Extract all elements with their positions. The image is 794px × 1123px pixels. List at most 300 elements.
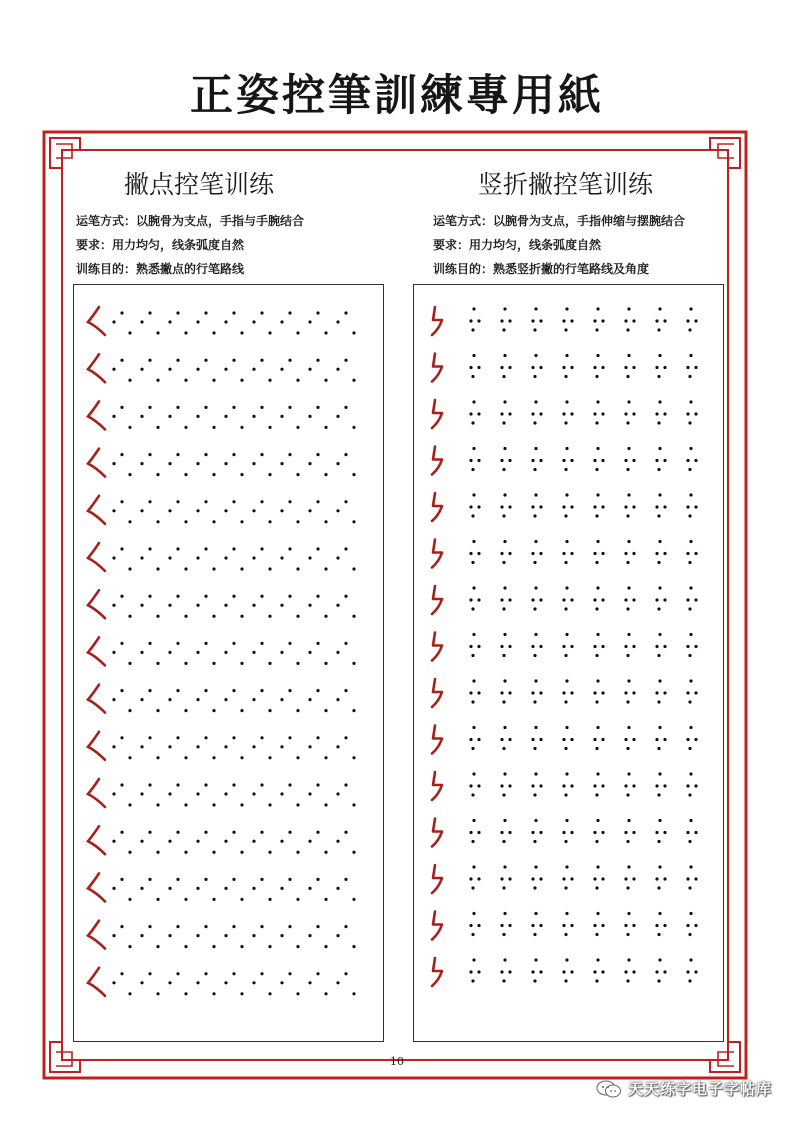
guide-dot [128,615,131,618]
guide-dot [500,784,503,787]
guide-dot [316,783,319,786]
guide-dot [156,567,159,570]
guide-dot [694,877,697,880]
guide-dot [120,831,123,834]
guide-dot [252,509,255,512]
guide-dot [471,886,474,889]
guide-dot [627,726,630,729]
guide-dot [658,912,661,915]
guide-dot [156,992,159,995]
guide-dot [632,738,635,741]
guide-dot [539,784,542,787]
guide-dot [503,400,506,403]
guide-dot [596,447,599,450]
guide-dot [316,311,319,314]
guide-dot [626,793,629,796]
guide-dot [624,691,627,694]
guide-dot [663,459,666,462]
guide-dot [533,328,536,331]
pie-dian-stroke-icon [88,779,105,807]
guide-dot [120,453,123,456]
guide-dot [658,958,661,961]
guide-dot [344,359,347,362]
guide-dot [352,426,355,429]
guide-dot [336,981,339,984]
guide-dot [601,552,604,555]
guide-dot [627,679,630,682]
guide-dot [268,426,271,429]
left-grid-svg [74,285,385,1043]
guide-dot [252,792,255,795]
guide-dot [469,877,472,880]
guide-dot [148,453,151,456]
guide-dot [534,912,537,915]
guide-dot [539,552,542,555]
guide-dot [352,567,355,570]
guide-dot [469,645,472,648]
guide-dot [658,540,661,543]
guide-dot [663,319,666,322]
guide-dot [500,877,503,880]
guide-dot [531,691,534,694]
guide-dot [212,756,215,759]
guide-dot [232,783,235,786]
guide-dot [148,311,151,314]
guide-dot [658,586,661,589]
guide-dot [140,651,143,654]
guide-dot [204,783,207,786]
guide-dot [626,933,629,936]
guide-dot [268,567,271,570]
guide-dot [128,756,131,759]
guide-dot [655,784,658,787]
guide-dot [562,366,565,369]
guide-dot [689,912,692,915]
guide-dot [531,645,534,648]
guide-dot [308,651,311,654]
guide-dot [120,642,123,645]
guide-dot [593,738,596,741]
guide-dot [570,505,573,508]
guide-dot [260,642,263,645]
guide-dot [240,945,243,948]
guide-dot [252,462,255,465]
guide-dot [268,851,271,854]
guide-dot [694,738,697,741]
guide-dot [176,831,179,834]
guide-dot [140,745,143,748]
guide-dot [508,784,511,787]
guide-dot [472,493,475,496]
guide-dot [626,840,629,843]
guide-dot [562,412,565,415]
guide-dot [280,934,283,937]
guide-dot [601,784,604,787]
guide-dot [168,934,171,937]
guide-dot [477,738,480,741]
guide-dot [533,933,536,936]
guide-dot [112,320,115,323]
guide-dot [308,698,311,701]
pie-dian-stroke-icon [88,590,105,618]
guide-dot [627,447,630,450]
guide-dot [184,473,187,476]
guide-dot [336,415,339,418]
guide-dot [176,359,179,362]
guide-dot [593,366,596,369]
left-practice-grid [73,284,384,1042]
guide-dot [156,803,159,806]
guide-dot [539,924,542,927]
guide-dot [595,654,598,657]
guide-dot [344,878,347,881]
guide-dot [624,924,627,927]
guide-dot [539,412,542,415]
guide-dot [686,459,689,462]
guide-dot [240,803,243,806]
guide-dot [112,745,115,748]
guide-dot [184,851,187,854]
guide-dot [128,945,131,948]
guide-dot [564,561,567,564]
guide-dot [324,426,327,429]
guide-dot [694,459,697,462]
guide-dot [686,738,689,741]
guide-dot [686,691,689,694]
guide-dot [212,992,215,995]
guide-dot [632,412,635,415]
guide-dot [477,459,480,462]
guide-dot [502,933,505,936]
guide-dot [477,691,480,694]
shu-zhe-pie-stroke-icon [432,447,442,475]
guide-dot [232,547,235,550]
guide-dot [689,586,692,589]
guide-dot [176,453,179,456]
guide-dot [689,865,692,868]
guide-dot [336,887,339,890]
shu-zhe-pie-stroke-icon [432,540,442,568]
guide-dot [252,745,255,748]
shu-zhe-pie-stroke-icon [432,679,442,707]
guide-dot [503,540,506,543]
guide-dot [657,654,660,657]
guide-dot [686,552,689,555]
guide-dot [252,981,255,984]
guide-dot [562,691,565,694]
guide-dot [176,547,179,550]
guide-dot [657,979,660,982]
guide-dot [344,406,347,409]
pie-dian-stroke-icon [88,968,105,996]
guide-dot [212,473,215,476]
shu-zhe-pie-stroke-icon [432,958,442,986]
guide-dot [508,691,511,694]
guide-dot [565,958,568,961]
guide-dot [336,698,339,701]
guide-dot [252,698,255,701]
guide-dot [260,500,263,503]
guide-dot [232,500,235,503]
guide-dot [196,887,199,890]
guide-dot [176,736,179,739]
guide-dot [280,651,283,654]
guide-dot [601,412,604,415]
left-instruction-line: 训练目的：熟悉撇点的行笔路线 [76,262,245,276]
guide-dot [632,598,635,601]
guide-dot [308,887,311,890]
guide-dot [596,493,599,496]
guide-dot [539,877,542,880]
guide-dot [324,709,327,712]
guide-dot [471,375,474,378]
guide-dot [562,459,565,462]
guide-dot [570,831,573,834]
guide-dot [224,698,227,701]
guide-dot [500,505,503,508]
guide-dot [469,691,472,694]
guide-dot [534,679,537,682]
shu-zhe-pie-stroke-icon [432,819,442,847]
guide-dot [539,598,542,601]
shu-zhe-pie-stroke-icon [432,354,442,382]
guide-dot [601,924,604,927]
guide-dot [252,887,255,890]
guide-dot [624,738,627,741]
guide-dot [688,607,691,610]
guide-dot [570,552,573,555]
guide-dot [663,691,666,694]
guide-dot [336,604,339,607]
guide-dot [252,368,255,371]
guide-dot [268,520,271,523]
guide-dot [503,633,506,636]
guide-dot [686,784,689,787]
guide-dot [232,642,235,645]
guide-dot [689,354,692,357]
guide-dot [471,514,474,517]
guide-dot [658,679,661,682]
guide-dot [469,784,472,787]
page-number: 10 [390,1055,404,1068]
guide-dot [316,689,319,692]
guide-dot [176,311,179,314]
guide-dot [196,651,199,654]
guide-dot [352,992,355,995]
guide-dot [534,447,537,450]
guide-dot [352,945,355,948]
guide-dot [212,567,215,570]
guide-dot [204,453,207,456]
guide-dot [316,453,319,456]
guide-dot [593,691,596,694]
right-grid-svg [414,285,725,1043]
guide-dot [596,586,599,589]
guide-dot [316,925,319,928]
guide-dot [655,459,658,462]
guide-dot [632,970,635,973]
guide-dot [593,924,596,927]
guide-dot [260,453,263,456]
guide-dot [502,747,505,750]
guide-dot [657,700,660,703]
guide-dot [296,520,299,523]
guide-dot [204,311,207,314]
guide-dot [562,831,565,834]
guide-dot [352,473,355,476]
watermark [596,1078,772,1099]
guide-dot [260,359,263,362]
guide-dot [626,421,629,424]
guide-dot [503,493,506,496]
guide-dot [472,819,475,822]
guide-dot [148,689,151,692]
guide-dot [324,662,327,665]
guide-dot [224,509,227,512]
guide-dot [352,331,355,334]
guide-dot [224,840,227,843]
guide-dot [564,421,567,424]
guide-dot [469,552,472,555]
guide-dot [288,500,291,503]
guide-dot [140,368,143,371]
guide-dot [539,831,542,834]
guide-dot [596,865,599,868]
guide-dot [655,691,658,694]
guide-dot [689,679,692,682]
guide-dot [658,865,661,868]
guide-dot [168,604,171,607]
guide-dot [128,520,131,523]
guide-dot [120,595,123,598]
guide-dot [533,747,536,750]
guide-dot [632,645,635,648]
guide-dot [316,547,319,550]
guide-dot [168,556,171,559]
guide-dot [503,912,506,915]
left-panel-title: 撇点控笔训练 [124,170,275,199]
guide-dot [112,887,115,890]
guide-dot [316,642,319,645]
guide-dot [184,803,187,806]
guide-dot [128,803,131,806]
pie-dian-stroke-icon [88,543,105,571]
guide-dot [624,598,627,601]
guide-dot [688,793,691,796]
guide-dot [196,981,199,984]
guide-dot [120,547,123,550]
guide-dot [564,654,567,657]
guide-dot [471,700,474,703]
guide-dot [288,406,291,409]
guide-dot [562,924,565,927]
guide-dot [663,924,666,927]
guide-dot [502,886,505,889]
guide-dot [288,925,291,928]
guide-dot [502,793,505,796]
guide-dot [212,662,215,665]
guide-dot [471,328,474,331]
guide-dot [212,379,215,382]
guide-dot [657,793,660,796]
guide-dot [268,945,271,948]
guide-dot [156,426,159,429]
guide-dot [471,421,474,424]
guide-dot [268,803,271,806]
guide-dot [288,642,291,645]
guide-dot [632,877,635,880]
guide-dot [120,500,123,503]
guide-dot [593,877,596,880]
guide-dot [596,772,599,775]
guide-dot [624,319,627,322]
guide-dot [308,840,311,843]
guide-dot [288,783,291,786]
guide-dot [296,331,299,334]
guide-dot [596,540,599,543]
guide-dot [352,756,355,759]
guide-dot [565,540,568,543]
shu-zhe-pie-stroke-icon [432,400,442,428]
guide-dot [316,972,319,975]
guide-dot [539,738,542,741]
guide-dot [344,595,347,598]
guide-dot [565,400,568,403]
guide-dot [533,700,536,703]
guide-dot [336,745,339,748]
guide-dot [112,792,115,795]
guide-dot [296,709,299,712]
guide-dot [288,972,291,975]
guide-dot [176,783,179,786]
guide-dot [596,307,599,310]
guide-dot [626,979,629,982]
guide-dot [596,354,599,357]
guide-dot [128,851,131,854]
guide-dot [570,877,573,880]
guide-dot [502,421,505,424]
guide-dot [570,784,573,787]
right-practice-grid [413,284,724,1042]
guide-dot [565,633,568,636]
guide-dot [176,972,179,975]
guide-dot [204,595,207,598]
guide-dot [140,887,143,890]
guide-dot [624,645,627,648]
guide-dot [469,598,472,601]
guide-dot [596,912,599,915]
guide-dot [196,415,199,418]
guide-dot [627,540,630,543]
guide-dot [688,328,691,331]
guide-dot [627,958,630,961]
guide-dot [539,505,542,508]
guide-dot [308,934,311,937]
guide-dot [565,307,568,310]
guide-dot [240,851,243,854]
pie-dian-stroke-icon [88,401,105,429]
guide-dot [500,738,503,741]
guide-dot [324,898,327,901]
guide-dot [624,552,627,555]
guide-dot [260,831,263,834]
guide-dot [148,831,151,834]
guide-dot [658,400,661,403]
guide-dot [570,459,573,462]
guide-dot [112,698,115,701]
guide-dot [296,473,299,476]
guide-dot [212,898,215,901]
